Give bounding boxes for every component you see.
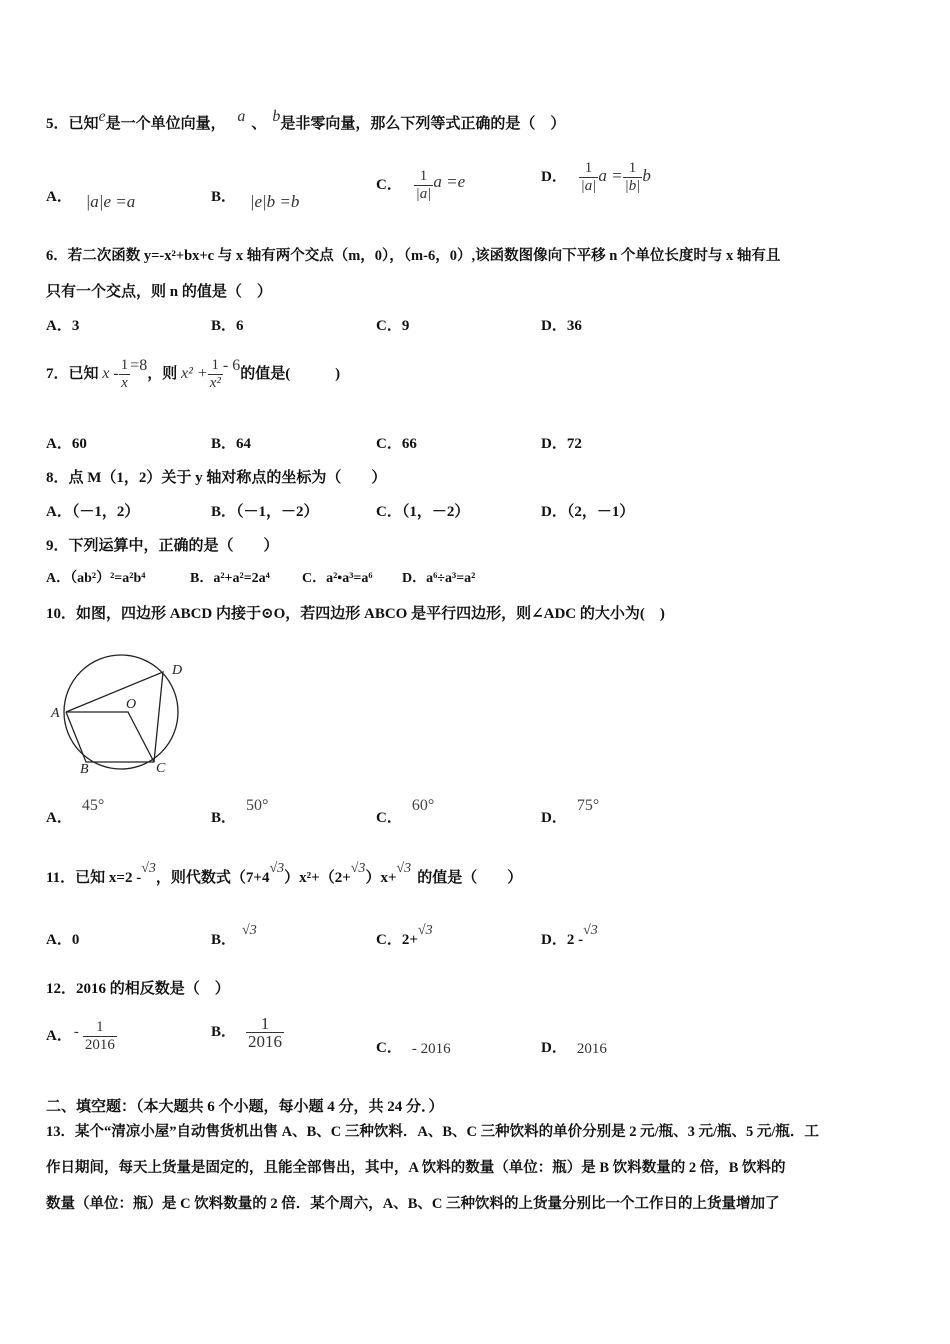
q11-option-c: C．2+√3 <box>376 923 433 948</box>
q8-option-a: A．（－1，2） <box>46 504 140 520</box>
q10-option-c: C．60° <box>376 797 435 826</box>
q13-paragraph <box>46 1114 908 1222</box>
q5-option-b: B． |e|b =b <box>211 189 300 211</box>
q10-circle-figure <box>46 650 196 775</box>
q5-option-a: A． |a|e =a <box>46 189 136 211</box>
section-heading-fill-in: 二、填空题：（本大题共 6 个小题，每小题 4 分，共 24 分．） <box>46 1099 444 1115</box>
q6-option-d: D．36 <box>541 318 582 334</box>
q12-option-a: A． - $\frac{1}{2016}$ <box>46 1019 115 1054</box>
sqrt3: √3 <box>141 861 156 876</box>
q13-line2: 作日期间，每天上货量是固定的，且能全部售出，其中，A 饮料的数量（单位：瓶）是 B 饮料数量的 2 倍，B 饮料的 <box>46 1160 786 1176</box>
label-d: D <box>172 663 183 678</box>
q12-option-b: B． $\frac{1}{2016}$ <box>211 1014 283 1052</box>
q7-stem: 7．已知 x - $\frac{1}{x}$ =8，则 x² + $\frac{1}{\text{x²}}$ - 6的值是( ) <box>46 357 341 392</box>
q6-stem-line1: 6．若二次函数 y=-x²+bx+c 与 x 轴有两个交点（m，0），（m-6，0）,该函数图像向下平移 n 个单位长度时与 x 轴有且 <box>46 248 781 264</box>
label-o: O <box>126 697 137 712</box>
label-b: B <box>80 762 89 775</box>
q11-stem: 11．已知 x=2 -√3，则代数式（7+4√3）x²+（2+√3）x+√3的值是（ ） <box>46 861 523 886</box>
q6-option-a: A．3 <box>46 318 80 334</box>
q5-stem: 5．已知e是一个单位向量， a 、 b是非零向量，那么下列等式正确的是（ ） <box>46 108 566 132</box>
q7-option-d: D．72 <box>541 436 582 452</box>
q12-option-c: C． - 2016 <box>376 1040 451 1057</box>
q7-option-b: B．64 <box>211 436 252 452</box>
q9-option-a: A．（ab²）²=a²b⁴ <box>46 571 146 586</box>
q9-option-d: D．a⁶÷a³=a² <box>402 571 476 586</box>
q10-option-d: D．75° <box>541 797 600 826</box>
q9-stem: 9．下列运算中，正确的是（ ） <box>46 538 279 554</box>
q6-option-c: C．9 <box>376 318 410 334</box>
segments-ao-oc <box>66 712 154 762</box>
q5-option-d: D． $\frac{1}{|a|}$ a = $\frac{1}{|b|}$ b <box>541 160 651 194</box>
q9-option-c: C．a²•a³=a⁶ <box>302 571 373 586</box>
q10-stem: 10．如图，四边形 ABCD 内接于⊙O，若四边形 ABCO 是平行四边形，则∠ADC 的大小为( ) <box>46 606 665 622</box>
q6-option-b: B．6 <box>211 318 244 334</box>
q11-option-d: D．2 -√3 <box>541 923 598 948</box>
q5-option-c: C． $\frac{1}{|a|}$ a =e <box>376 168 466 202</box>
q7-option-c: C．66 <box>376 436 417 452</box>
q10-option-a: A．45° <box>46 797 105 826</box>
q8-option-d: D．（2，－1） <box>541 504 635 520</box>
q7-option-a: A．60 <box>46 436 87 452</box>
q12-option-d: D． 2016 <box>541 1040 607 1057</box>
q8-option-b: B．（－1，－2） <box>211 504 319 520</box>
quadrilateral-abcd <box>66 672 163 762</box>
q12-stem: 12．2016 的相反数是（ ） <box>46 981 230 997</box>
label-c: C <box>156 761 166 775</box>
q9-option-b: B．a²+a²=2a⁴ <box>190 571 270 586</box>
label-a: A <box>51 706 60 721</box>
q8-option-c: C．（1，－2） <box>376 504 470 520</box>
q11-option-a: A．0 <box>46 932 80 948</box>
q13-line3: 数量（单位：瓶）是 C 饮料数量的 2 倍．某个周六，A、B、C 三种饮料的上货量分别比一个工作日的上货量增加了 <box>46 1196 780 1212</box>
q10-option-b: B．50° <box>211 797 269 826</box>
q11-option-b: B．√3 <box>211 923 257 948</box>
q8-stem: 8．点 M（1，2）关于 y 轴对称点的坐标为（ ） <box>46 470 387 486</box>
q13-line1: 13．某个“清凉小屋”自动售货机出售 A、B、C 三种饮料．A、B、C 三种饮料的单价分别是 2 元/瓶、3 元/瓶、5 元/瓶．工 <box>46 1124 819 1140</box>
q6-stem-line2: 只有一个交点，则 n 的值是（ ） <box>46 284 272 300</box>
